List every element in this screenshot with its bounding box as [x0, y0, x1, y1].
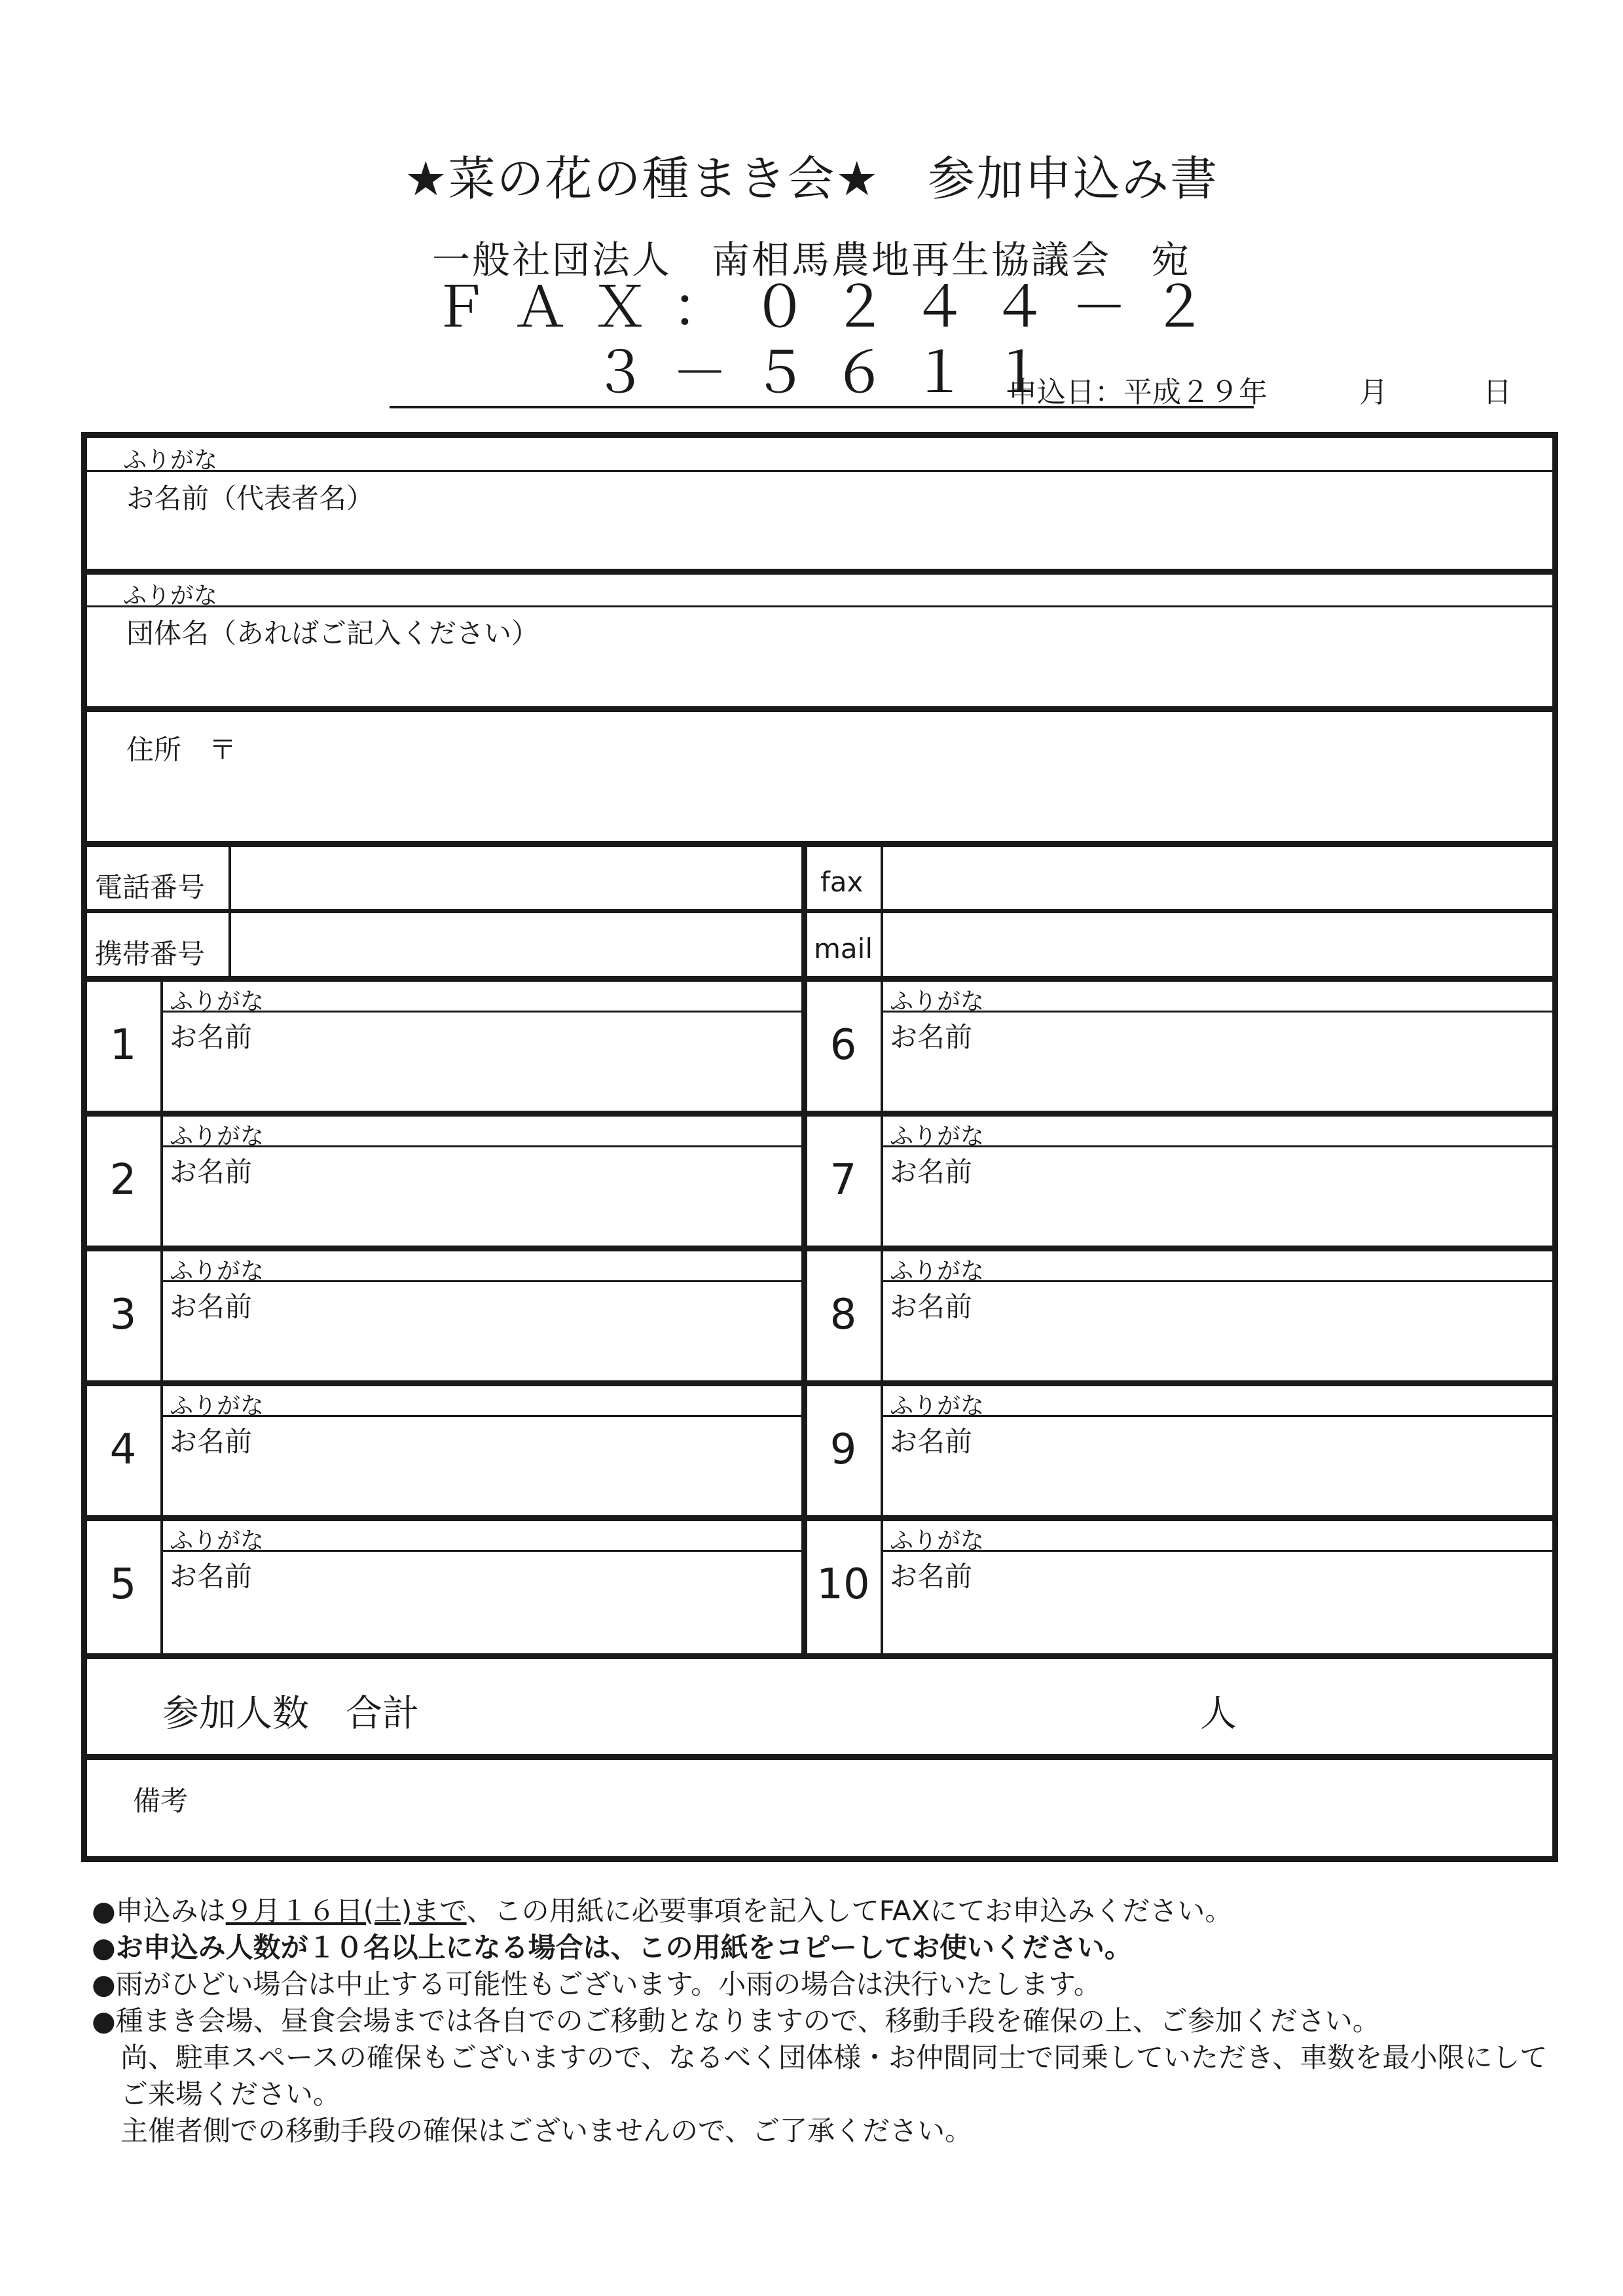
divider	[881, 1386, 883, 1515]
remarks-label: 備考	[133, 1785, 189, 1817]
note-organizer: 主催者側での移動手段の確保はございませんので、ご了承ください。	[120, 2115, 973, 2147]
divider	[87, 1515, 1552, 1521]
participant-number: 5	[109, 1560, 137, 1609]
participant-number: 4	[109, 1426, 137, 1474]
group-furigana-label: ふりがな	[123, 583, 218, 609]
note-parking: 尚、駐車スペースの確保もございますので、なるべく団体様・お仲間同士で同乗していただき、車数を最小限にして	[120, 2041, 1548, 2073]
note-deadline-pre: ●申込みは	[92, 1895, 226, 1927]
participant-number: 9	[830, 1426, 857, 1474]
divider	[87, 976, 1552, 982]
participant-name-label: お名前	[170, 1156, 253, 1188]
participant-furigana-label: ふりがな	[170, 988, 264, 1015]
divider	[160, 1521, 163, 1656]
note-rain: ●雨がひどい場合は中止する可能性もございます。小雨の場合は決行いたします。	[92, 1968, 1101, 2000]
participant-furigana-label: ふりがな	[170, 1123, 264, 1150]
divider	[87, 706, 1552, 712]
divider	[881, 1117, 883, 1246]
application-date	[1008, 368, 1512, 410]
notes	[92, 1893, 1547, 2149]
participant-furigana-label: ふりがな	[170, 1393, 264, 1420]
note-copy: ●お申込み人数が１０名以上になる場合は、この用紙をコピーしてお使いください。	[92, 1931, 1132, 1964]
divider	[87, 1246, 1552, 1251]
participant-furigana-label: ふりがな	[170, 1528, 264, 1554]
participant-name-label: お名前	[890, 1021, 973, 1053]
mobile-label: 携帯番号	[95, 938, 206, 970]
phone-label: 電話番号	[95, 871, 206, 903]
date-label: 申込日：平成２９年	[1008, 376, 1267, 409]
participant-name-label: お名前	[890, 1426, 973, 1458]
fax-number: ＦＡＸ：０２４４－２３－５６１１	[390, 275, 1254, 408]
mail-label: mail	[814, 933, 873, 965]
participant-number: 3	[109, 1291, 137, 1339]
form-title: ★菜の花の種まき会★ 参加申込み書	[404, 151, 1219, 206]
divider	[881, 1251, 883, 1380]
participant-name-label: お名前	[170, 1560, 253, 1592]
participant-furigana-label: ふりがな	[170, 1258, 264, 1285]
participant-name-label: お名前	[890, 1156, 973, 1188]
divider	[87, 909, 1552, 913]
participant-furigana-label: ふりがな	[890, 1123, 985, 1150]
participant-number: 8	[830, 1291, 857, 1339]
month-label: 月	[1359, 376, 1388, 409]
participant-furigana-label: ふりがな	[890, 1393, 985, 1420]
divider	[160, 1251, 163, 1380]
day-label: 日	[1483, 376, 1512, 409]
divider	[87, 841, 1552, 847]
participant-number: 2	[109, 1156, 137, 1204]
divider	[87, 1653, 1552, 1659]
participant-furigana-label: ふりがな	[890, 988, 985, 1015]
participant-name-label: お名前	[170, 1426, 253, 1458]
divider	[160, 982, 163, 1111]
fax-label: fax	[820, 866, 864, 898]
divider	[87, 470, 1552, 472]
divider	[160, 1117, 163, 1246]
participant-name-label: お名前	[170, 1021, 253, 1053]
participant-number: 10	[816, 1560, 870, 1609]
divider	[87, 1111, 1552, 1117]
note-deadline	[92, 1893, 1547, 1929]
participant-furigana-label: ふりがな	[890, 1258, 985, 1285]
note-transport: ●種まき会場、昼食会場までは各自でのご移動となりますので、移動手段を確保の上、ご参加ください。	[92, 2005, 1380, 2037]
divider	[881, 982, 883, 1111]
note-deadline-post: 、この用紙に必要事項を記入してFAXにてお申込みください。	[466, 1895, 1233, 1927]
participant-name-label: お名前	[890, 1291, 973, 1323]
application-form	[81, 432, 1558, 1862]
divider	[160, 1386, 163, 1515]
divider	[87, 569, 1552, 575]
group-name-label: 団体名（あればご記入ください）	[126, 617, 539, 649]
participant-number: 6	[830, 1021, 857, 1069]
note-parking-cont: ご来場ください。	[120, 2078, 341, 2110]
address-label: 住所 〒	[126, 734, 237, 766]
divider	[87, 605, 1552, 607]
participant-name-label: お名前	[170, 1291, 253, 1323]
total-unit: 人	[1200, 1693, 1237, 1735]
recipient-line: 一般社団法人 南相馬農地再生協議会 宛	[431, 238, 1191, 282]
divider	[87, 1754, 1552, 1760]
participant-furigana-label: ふりがな	[890, 1528, 985, 1554]
participant-number: 7	[830, 1156, 857, 1204]
note-deadline-date: ９月１６日(土)まで	[225, 1895, 467, 1927]
rep-furigana-label: ふりがな	[123, 447, 218, 474]
participant-name-label: お名前	[890, 1560, 973, 1592]
participant-number: 1	[109, 1021, 137, 1069]
divider	[881, 1521, 883, 1656]
divider	[87, 1380, 1552, 1386]
total-label: 参加人数 合計	[162, 1693, 419, 1735]
rep-name-label: お名前（代表者名）	[126, 482, 374, 514]
